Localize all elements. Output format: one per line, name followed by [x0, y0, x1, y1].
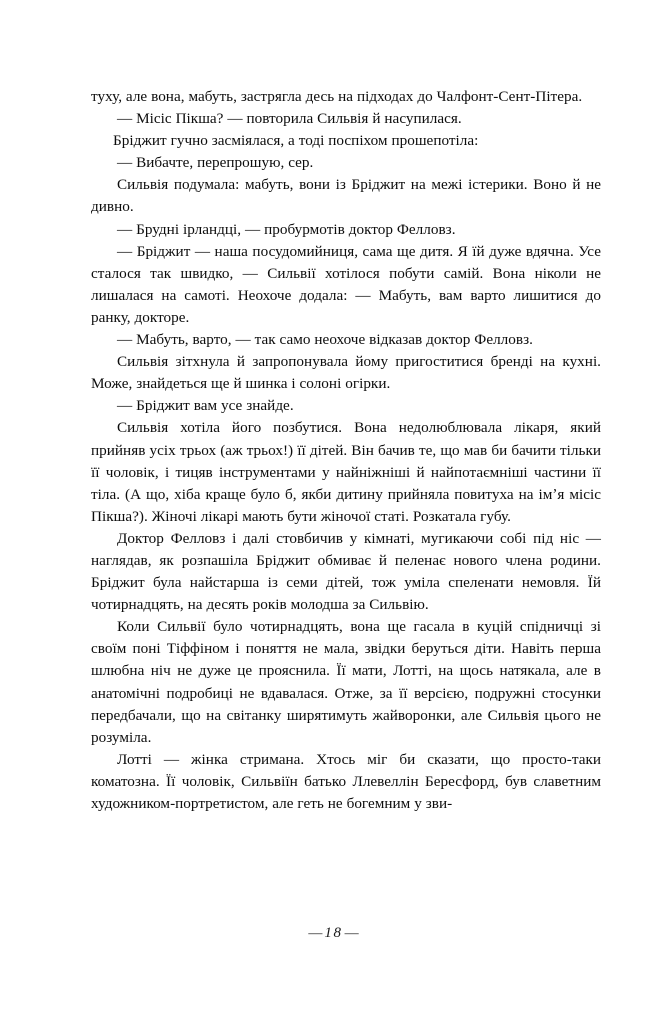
- paragraph: Лотті — жінка стримана. Хтось міг би сказати, що просто-таки коматозна. Її чоловік, Сильвіїн батько Ллевеллін Бересфорд, був славетним художником-портретистом, але геть не богемним у зви-: [91, 750, 601, 812]
- paragraph: туху, але вона, мабуть, застрягла десь на підходах до Чалфонт-Сент-Пітера.: [91, 88, 583, 105]
- paragraph-dialogue: — Бріджит вам усе знайде.: [117, 397, 294, 415]
- paragraph: Коли Сильвії було чотирнадцять, вона ще гасала в куцій спідничці зі своїм поні Тіффіном і поняття не мала, звідки беруться діти. Навіть перша шлюбна ніч не дуже це прояснила. Її мати, Лотті, на щось натякала, але в анатомічні подробиці не вдавалася. Отже, за її версією, подружні стосунки передбачали, що на світанку ширятимуть жайворонки, але Сильвія цього не розуміла.: [91, 618, 601, 746]
- page-text-block: [91, 86, 601, 815]
- page-number-value: 18: [324, 925, 343, 941]
- paragraph: Сильвія подумала: мабуть, вони із Бріджит на межі істерики. Воно й не дивно.: [91, 176, 601, 216]
- paragraph: Сильвія хотіла його позбутися. Вона недолюблювала лікаря, який прийняв усіх трьох (аж трьох!) її дітей. Він бачив те, що мав би бачити тільки її чоловік, і тицяв інструментами у найніжніші й найпотаємніші частини її тіла. (А що, хіба краще було б, якби дитину прийняла повитуха на імʼя місіс Пікша?). Жіночі лікарі мають бути жіночої статі. Розкатала губу.: [91, 419, 601, 525]
- page-number-rule-left: —: [308, 926, 323, 941]
- paragraph-dialogue: — Брудні ірландці, — пробурмотів доктор Фелловз.: [117, 220, 456, 238]
- paragraph: Доктор Фелловз і далі стовбичив у кімнаті, мугикаючи собі під ніс — наглядав, як розпашіла Бріджит обмиває й пеленає нового члена родини. Бріджит була найстарша із семи дітей, тож уміла спеленати немовля. Їй чотирнадцять, на десять років молодша за Сильвію.: [91, 529, 601, 614]
- paragraph-dialogue: — Бріджит — наша посудомийниця, сама ще дитя. Я їй дуже вдячна. Усе сталося так швидко, — Сильвії хотілося побути самій. Вона ніколи не лишалася на самоті. Неохоче додала: — Мабуть, вам варто лишитися до ранку, докторе.: [91, 242, 601, 326]
- paragraph: Сильвія зітхнула й запропонувала йому пригоститися бренді на кухні. Може, знайдеться ще й шинка і солоні огірки.: [91, 353, 601, 393]
- page-number-rule-right: —: [344, 926, 359, 941]
- page-number: [0, 925, 667, 942]
- paragraph-dialogue: — Мабуть, варто, — так само неохоче відказав доктор Фелловз.: [117, 331, 533, 349]
- paragraph: Бріджит гучно засміялася, а тоді поспіхом прошепотіла:: [113, 132, 479, 150]
- paragraph-dialogue: — Вибачте, перепрошую, сер.: [117, 154, 314, 172]
- paragraph-dialogue: — Місіс Пікша? — повторила Сильвія й насупилася.: [117, 110, 462, 128]
